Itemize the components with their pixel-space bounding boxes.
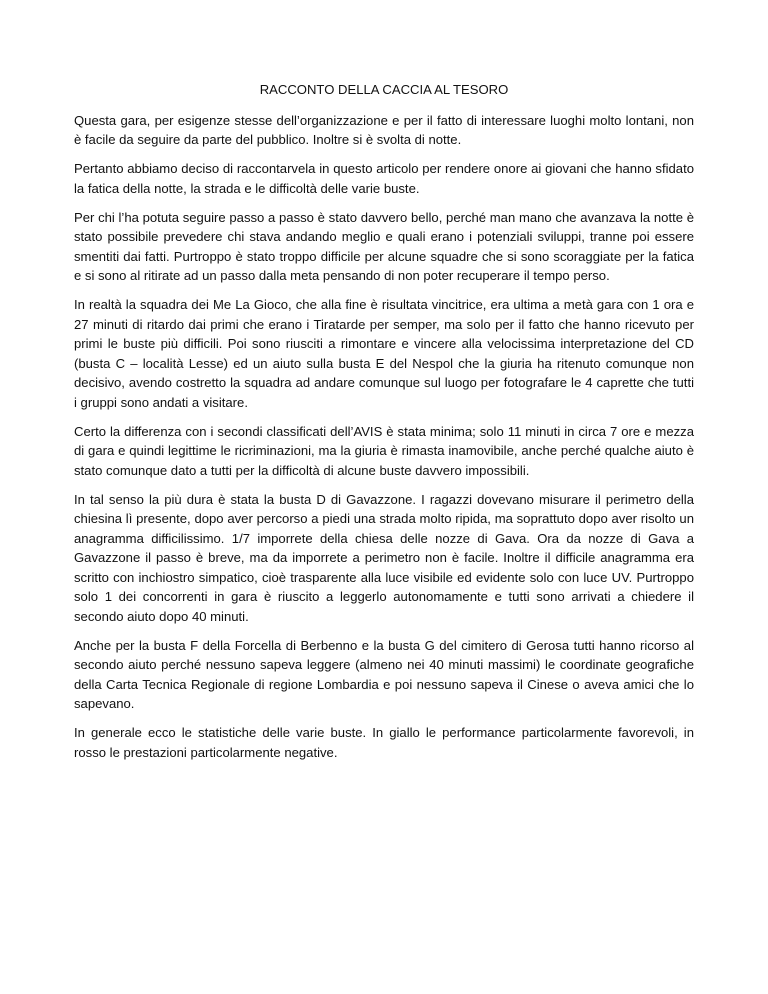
paragraph-busta-f-g: Anche per la busta F della Forcella di Berbenno e la busta G del cimitero di Gerosa tutti hanno ricorso al secondo aiuto perché nessuno sapeva leggere (almeno nei 40 minuti massimi) le coordinate geografiche della Carta Tecnica Regionale di regione Lombardia e poi nessuno sapeva il Cinese o aveva amici che lo sapevano. (74, 637, 694, 711)
paragraph-following: Per chi l’ha potuta seguire passo a passo è stato davvero bello, perché man mano che avanzava la notte è stato possibile prevedere chi stava andando meglio e quali erano i potenziali sviluppi, tranne poi essere smentiti dai fatti. Purtroppo è stato troppo difficile per alcune squadre che si sono scoraggiate per la fatica e si sono al ritirate ad un passo dalla meta pensando di non poter recuperare il tempo perso. (74, 209, 694, 283)
paragraph-second-place: Certo la differenza con i secondi classificati dell’AVIS è stata minima; solo 11 minuti in circa 7 ore e mezza di gara e quindi legittime le ricriminazioni, ma la giuria è rimasta inamovibile, anche perché qualche aiuto è stato comunque dato a tutti per la difficoltà di alcune buste davvero impossibili. (74, 423, 694, 478)
paragraph-purpose: Pertanto abbiamo deciso di raccontarvela in questo articolo per rendere onore ai giovani che hanno sfidato la fatica della notte, la strada e le difficoltà delle varie buste. (74, 161, 694, 196)
paragraph-intro: Questa gara, per esigenze stesse dell’organizzazione e per il fatto di interessare luoghi molto lontani, non è facile da seguire da parte del pubblico. Inoltre si è svolta di notte. (74, 112, 694, 147)
paragraph-statistics: In generale ecco le statistiche delle varie buste. In giallo le performance particolarmente favorevoli, in rosso le prestazioni particolarmente negative. (74, 725, 694, 760)
document-page (74, 80, 694, 772)
paragraph-winners: In realtà la squadra dei Me La Gioco, che alla fine è risultata vincitrice, era ultima a metà gara con 1 ora e 27 minuti di ritardo dai primi che erano i Tiratarde per semper, ma solo per il fatto che hanno ricevuto per primi le buste più difficili. Poi sono riusciti a rimontare e vincere alla velocissima interpretazione del CD (busta C – località Lesse) ed un aiuto sulla busta E del Nespol che la giuria ha ritenuto comunque non decisivo, avendo costretto la squadra ad andare comunque sul luogo per fotografare le 4 caprette che tutti i gruppi sono andati a visitare. (74, 297, 694, 410)
document-title: RACCONTO DELLA CACCIA AL TESORO (259, 82, 509, 97)
paragraph-busta-d: In tal senso la più dura è stata la busta D di Gavazzone. I ragazzi dovevano misurare il perimetro della chiesina lì presente, dopo aver percorso a piedi una strada molto ripida, ma soprattuto dopo aver risolto un anagramma difficilissimo. 1/7 imporrete della chiesa delle nozze di Gava. Ora da nozze di Gava a Gavazzone il passo è breve, ma da imporrete a perimetro non è facile. Inoltre il difficile anagramma era scritto con inchiostro simpatico, cioè trasparente alla luce visibile ed evidente solo con luce UV. Purtroppo solo 1 dei concorrenti in gara è riuscito a leggerlo autonomamente e tutti sono arrivati a chiedere il secondo aiuto dopo 40 minuti. (74, 491, 694, 624)
